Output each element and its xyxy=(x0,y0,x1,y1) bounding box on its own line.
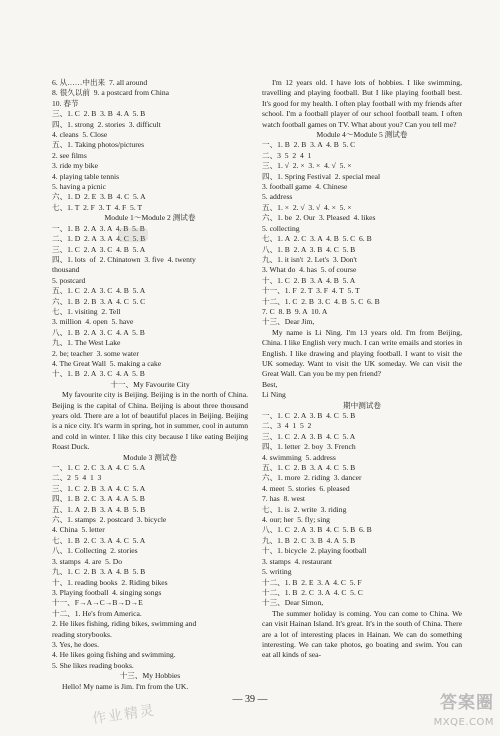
ink-stamp-smudge xyxy=(118,228,148,242)
section-heading: Module 3 测试卷 xyxy=(123,452,177,462)
answer-line: 十三、Dear Simon, xyxy=(262,598,324,608)
section-heading: Module 4～Module 5 测试卷 xyxy=(316,130,408,140)
answer-line: 10. 春节 xyxy=(52,98,79,108)
answer-line: 六、1. B 2. B 3. A 4. C 5. C xyxy=(52,296,146,306)
answer-line: 5. having a picnic xyxy=(52,182,106,192)
answer-line: 十一、F→A→C→B→D→E xyxy=(52,598,143,608)
answer-line: 一、1. B 2. A 3. A 4. B 5. B xyxy=(52,223,145,233)
answer-line: 二、3 4 1 5 2 xyxy=(262,421,312,431)
section-heading: 期中测试卷 xyxy=(343,400,381,410)
answer-line: 十、1. bicycle 2. playing football xyxy=(262,546,367,556)
answer-line: 五、1. Taking photos/pictures xyxy=(52,140,145,150)
answer-line: 4. He likes going fishing and swimming. xyxy=(52,650,176,660)
answer-line: 3. million 4. open 5. have xyxy=(52,317,134,327)
section-heading: 十一、My Favourite City xyxy=(110,379,190,389)
answer-line: 八、1. B 2. A 3. C 4. A 5. B xyxy=(52,327,145,337)
answer-line: 2. be; teacher 3. some water xyxy=(52,348,139,358)
watermark-logo xyxy=(412,688,494,728)
answer-line: 4. China 5. letter xyxy=(52,525,105,535)
answer-line: 一、1. C 2. A 3. B 4. C 5. B xyxy=(262,411,356,420)
answer-line: 三、1. √ 2. × 3. × 4. √ 5. × xyxy=(262,161,352,171)
answer-line: 2. see films xyxy=(52,150,87,160)
answer-line: 3. stamps 4. restaurant xyxy=(262,556,333,566)
answer-line: 八、1. B 2. A 3. B 4. C 5. B xyxy=(262,244,356,254)
answer-line: 十二、1. B 2. C 3. A 4. C 5. C xyxy=(262,587,363,597)
answer-line: 十一、1. F 2. T 3. F 4. T 5. T xyxy=(262,286,360,296)
answer-line: 4. our; her 5. fly; sing xyxy=(262,515,330,525)
answer-line: 四、1. Spring Festival 2. special meal xyxy=(262,171,381,181)
answer-line: 九、1. it isn't 2. Let's 3. Don't xyxy=(262,254,358,264)
answer-line: 七、1. B 2. C 3. A 4. C 5. A xyxy=(52,535,146,545)
answer-line: 七、1. T 2. F 3. T 4. F 5. T xyxy=(52,202,143,212)
text-paragraph: My favourite city is Beijing. Beijing is in the north of China. Beijing is the capital of China. Beijing is about three thousand years old. There are a lot of beautiful places in Beijing. Beijing is a nice city. It's warm in spring, hot in summer, cool in autumn and cold in winter. I like this city because I like eating Beijing Roast Duck. xyxy=(52,390,248,452)
left-answer-column xyxy=(52,78,248,692)
watermark-url: MXQE.COM xyxy=(433,717,494,728)
answer-line: 4. The Great Wall 5. making a cake xyxy=(52,358,162,368)
answer-line: 4. cleans 5. Close xyxy=(52,130,108,140)
answer-line: 8. 很久以前 9. a postcard from China xyxy=(52,88,170,98)
answer-line: 二、1. D 2. A 3. A 4. C 5. B xyxy=(52,234,146,244)
answer-line: 五、1. A 2. B 3. A 4. B 5. B xyxy=(52,504,146,514)
answer-line: 6. 从……中出来 7. all around xyxy=(52,78,148,87)
answer-line: 八、1. C 2. A 3. B 4. C 5. B 6. B xyxy=(262,525,372,535)
answer-line: 7. C 8. B 9. A 10. A xyxy=(262,306,328,316)
answer-line: 3. ride my bike xyxy=(52,161,98,171)
answer-line: 5. collecting xyxy=(262,223,300,233)
answer-line: 4. playing table tennis xyxy=(52,171,120,181)
answer-line: 二、3 5 2 4 1 xyxy=(262,150,312,160)
answer-line: 六、1. stamps 2. postcard 3. bicycle xyxy=(52,515,167,525)
text-paragraph: Hello! My name is Jim. I'm from the UK. xyxy=(62,681,189,691)
answer-line: 5. postcard xyxy=(52,275,86,285)
answer-line: 4. meet 5. stories 6. pleased xyxy=(262,483,350,493)
answer-line: 三、1. C 2. B 3. A 4. C 5. A xyxy=(52,483,146,493)
answer-line: Li Ning xyxy=(262,390,286,400)
watermark-logo-text: 答案圈 xyxy=(440,693,494,713)
answer-line: 五、1. × 2. √ 3. √ 4. × 5. × xyxy=(262,202,352,212)
answer-line: 七、1. visiting 2. Tell xyxy=(52,306,121,316)
text-paragraph: I'm 12 years old. I have lots of hobbies. I like swimming, travelling and playing football. But I like playing football best. It's good for my health. I often play football with my friends after school. I'm a football player of our school football team. I often watch football games on TV. What about you? Can you tell me? xyxy=(262,78,462,129)
answer-line: 九、1. B 2. C 3. B 4. A 5. B xyxy=(262,535,356,545)
section-heading: 十三、My Hobbies xyxy=(119,671,181,681)
answer-line: 十二、1. C 2. B 3. C 4. B 5. C 6. B xyxy=(262,296,380,306)
answer-line: 九、1. The West Lake xyxy=(52,338,121,348)
page-number: — 39 — xyxy=(232,694,268,705)
answer-line: thousand xyxy=(52,265,80,275)
right-answer-column xyxy=(262,78,462,661)
answer-line: 十二、1. He's from America. xyxy=(52,608,142,618)
answer-line: 五、1. C 2. A 3. C 4. B 5. A xyxy=(52,286,146,296)
answer-line: 四、1. strong 2. stories 3. difficult xyxy=(52,119,161,129)
answer-line: 三、1. C 2. A 3. B 4. C 5. A xyxy=(262,431,356,441)
answer-line: 十、1. C 2. B 3. A 4. B 5. A xyxy=(262,275,356,285)
answer-line: 七、1. A 2. C 3. A 4. B 5. C 6. B xyxy=(262,234,372,244)
answer-line: 3. Playing football 4. singing songs xyxy=(52,587,162,597)
answer-line: 三、1. C 2. A 3. C 4. B 5. A xyxy=(52,244,146,254)
answer-line: 四、1. letter 2. boy 3. French xyxy=(262,442,356,452)
text-paragraph: The summer holiday is coming. You can come to China. We can visit Hainan Island. It's great. It's in the south of China. There are a lot of interesting places in Hainan. We can do something interesting. We can take photos, go boating and swim. You can eat all kinds of sea- xyxy=(262,608,462,660)
answer-line: 3. football game 4. Chinese xyxy=(262,182,348,192)
answer-line: 3. stamps 4. are 5. Do xyxy=(52,556,123,566)
answer-line: 六、1. D 2. E 3. B 4. C 5. A xyxy=(52,192,146,202)
answer-line: 八、1. Collecting 2. stories xyxy=(52,546,138,556)
answer-line: 3. What do 4. has 5. of course xyxy=(262,265,357,275)
answer-line: 4. swimming 5. address xyxy=(262,452,336,462)
text-paragraph: My name is Li Ning. I'm 13 years old. I'm from Beijing, China. I like English very much. I can write emails and stories in English. I like drawing and playing football. I want to visit the UK someday. Want to visit the UK someday. We can visit the Great Wall. Can you be my pen friend? xyxy=(262,327,462,379)
answer-line: 五、1. C 2. B 3. A 4. C 5. B xyxy=(262,463,356,473)
answer-line: 十、1. reading books 2. Riding bikes xyxy=(52,577,168,587)
answer-line: 二、2 5 4 1 3 xyxy=(52,473,102,483)
answer-line: 2. He likes fishing, riding bikes, swimming and xyxy=(52,619,197,629)
answer-line: 十、1. B 2. A 3. C 4. A 5. B xyxy=(52,369,145,379)
section-heading: Module 1～Module 2 测试卷 xyxy=(104,213,196,223)
answer-line: 一、1. C 2. C 3. A 4. C 5. A xyxy=(52,463,146,473)
answer-line: 7. has 8. west xyxy=(262,494,306,504)
answer-line: 七、1. is 2. write 3. riding xyxy=(262,504,347,514)
answer-line: 三、1. C 2. B 3. B 4. A 5. B xyxy=(52,109,146,119)
answer-line: 十二、1. B 2. E 3. A 4. C 5. F xyxy=(262,577,362,587)
watermark-text: 作业精灵 xyxy=(91,702,157,728)
answer-line: 3. Yes, he does. xyxy=(52,639,100,649)
answer-line: 六、1. more 2. riding 3. dancer xyxy=(262,473,362,483)
answer-line: Best, xyxy=(262,379,278,389)
answer-line: 四、1. lots of 2. Chinatown 3. five 4. twenty xyxy=(52,254,196,264)
answer-line: 四、1. B 2. C 3. A 4. A 5. B xyxy=(52,494,145,504)
answer-line: 5. writing xyxy=(262,567,292,577)
answer-line: 十三、Dear Jim, xyxy=(262,317,315,327)
answer-line: reading storybooks. xyxy=(52,629,112,639)
answer-line: 5. address xyxy=(262,192,293,202)
answer-line: 5. She likes reading books. xyxy=(52,660,134,670)
answer-line: 九、1. C 2. B 3. A 4. B 5. B xyxy=(52,567,146,577)
answer-line: 一、1. B 2. B 3. A 4. B 5. C xyxy=(262,140,356,150)
answer-line: 六、1. be 2. Our 3. Pleased 4. likes xyxy=(262,213,376,223)
